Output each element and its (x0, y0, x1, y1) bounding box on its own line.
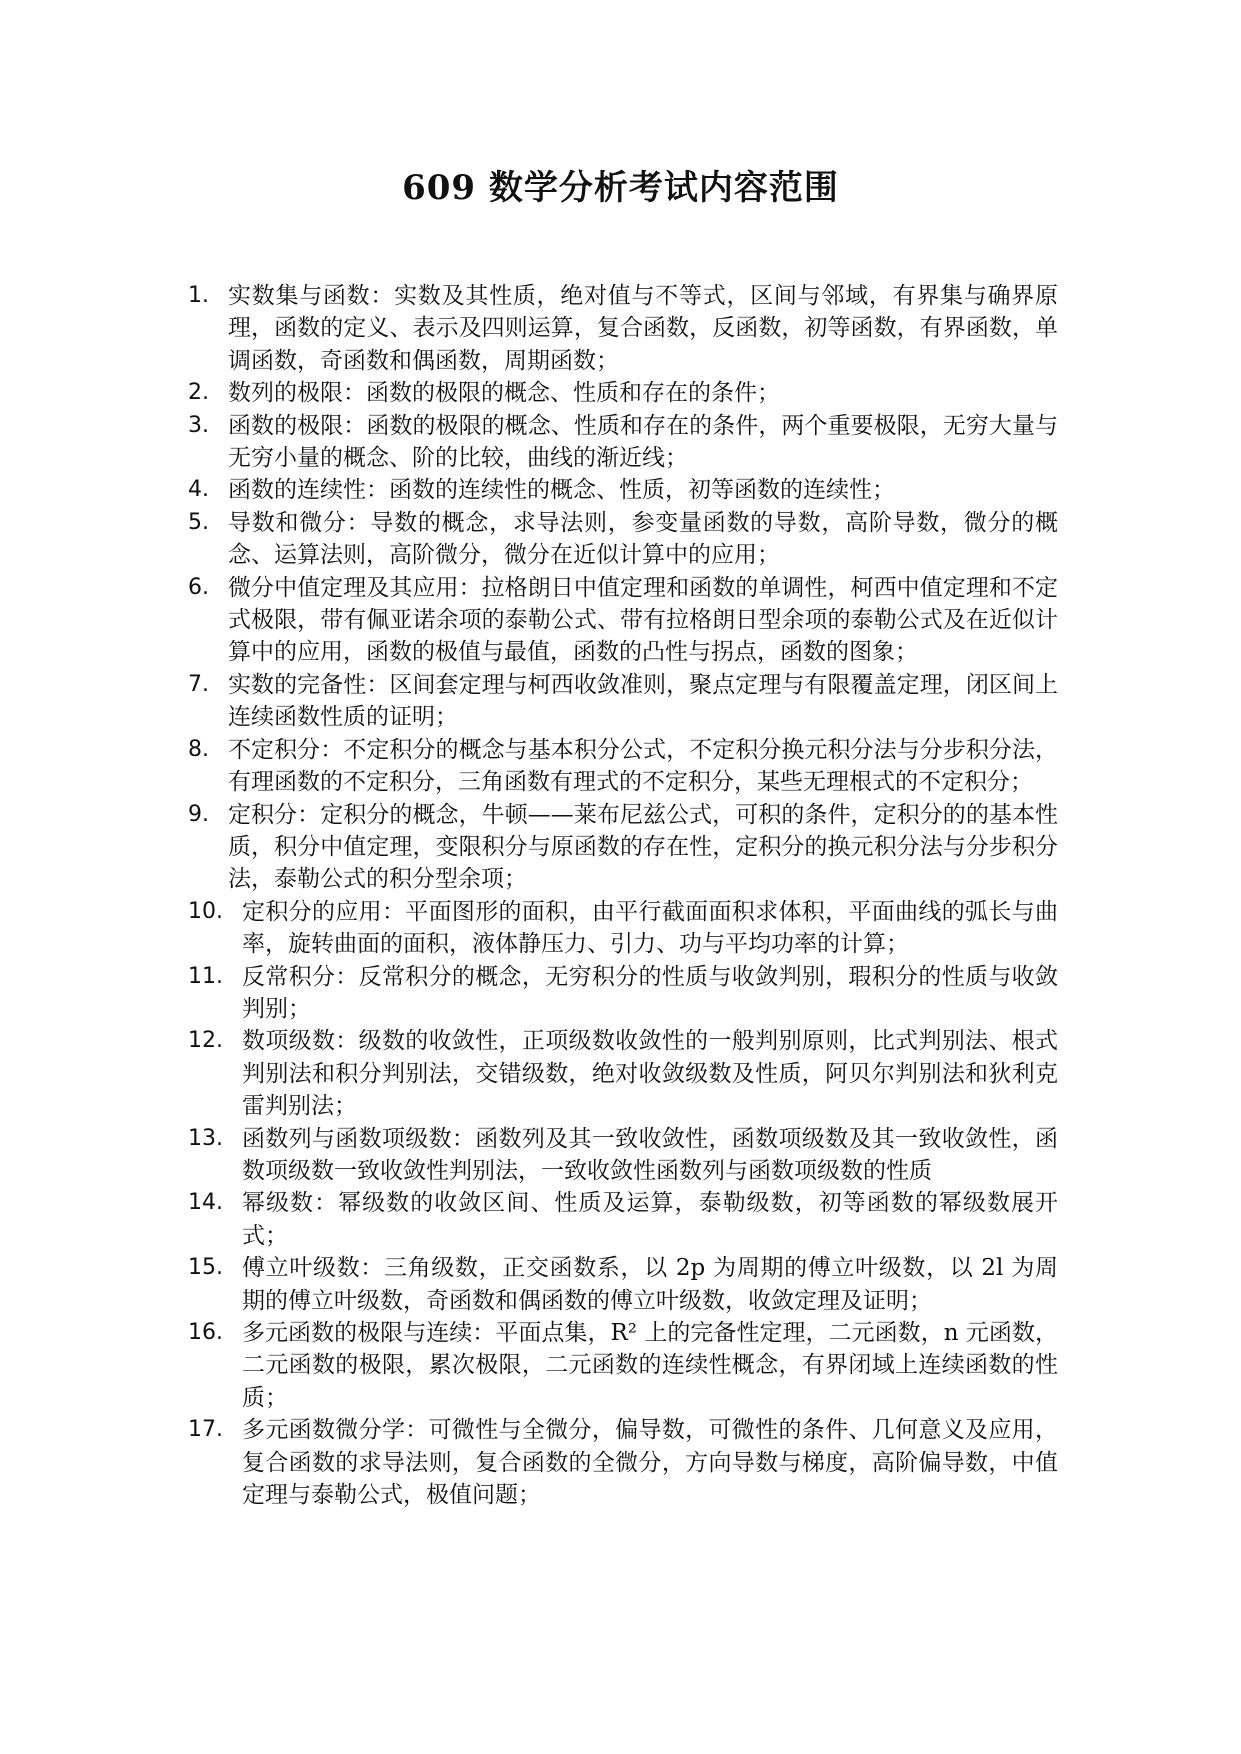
topic-list (188, 280, 1058, 1511)
page-title: 609 数学分析考试内容范围 (402, 168, 839, 208)
item-number: 16. (188, 1320, 223, 1345)
item-number: 5. (188, 509, 209, 535)
list-item (188, 1317, 1058, 1414)
item-text: 实数集与函数：实数及其性质，绝对值与不等式，区间与邻域，有界集与确界原理，函数的定义、表示及四则运算，复合函数，反函数，初等函数，有界函数，单调函数，奇函数和偶函数，周期函数； (228, 283, 1058, 374)
item-number: 15. (188, 1255, 223, 1281)
item-number: 17. (188, 1417, 223, 1443)
list-item (188, 474, 1058, 506)
item-text: 反常积分：反常积分的概念，无穷积分的性质与收敛判别，瑕积分的性质与收敛判别； (242, 963, 1058, 1022)
item-text: 微分中值定理及其应用：拉格朗日中值定理和函数的单调性，柯西中值定理和不定式极限，带有佩亚诺余项的泰勒公式、带有拉格朗日型余项的泰勒公式及在近似计算中的应用，函数的极值与最值，函数的凸性与拐点，函数的图象； (228, 574, 1058, 666)
list-item (188, 1187, 1058, 1252)
item-number: 11. (188, 963, 223, 989)
item-text: 定积分的应用：平面图形的面积，由平行截面面积求体积，平面曲线的弧长与曲率，旋转曲面的面积，液体静压力、引力、功与平均功率的计算； (242, 898, 1058, 958)
item-text: 实数的完备性：区间套定理与柯西收敛准则，聚点定理与有限覆盖定理，闭区间上连续函数性质的证明； (228, 671, 1058, 731)
list-item (188, 734, 1058, 799)
list-item (188, 896, 1058, 961)
item-number: 10. (188, 898, 223, 924)
list-item (188, 280, 1058, 377)
list-item (188, 961, 1058, 1026)
list-item (188, 799, 1058, 896)
list-item (188, 1414, 1058, 1511)
item-number: 6. (188, 574, 209, 600)
list-item (188, 507, 1058, 572)
list-item (188, 1025, 1058, 1122)
item-number: 9. (188, 801, 209, 827)
item-text: 幂级数：幂级数的收敛区间、性质及运算，泰勒级数，初等函数的幂级数展开式； (242, 1190, 1058, 1249)
item-text: 定积分：定积分的概念，牛顿——莱布尼兹公式，可积的条件，定积分的的基本性质，积分中值定理，变限积分与原函数的存在性，定积分的换元积分法与分步积分法，泰勒公式的积分型余项； (228, 801, 1058, 893)
item-number: 7. (188, 671, 209, 697)
item-number: 4. (188, 477, 209, 503)
item-number: 8. (188, 736, 209, 762)
item-text: 数项级数：级数的收敛性，正项级数收敛性的一般判别原则，比式判别法、根式判别法和积分判别法，交错级数，绝对收敛级数及性质，阿贝尔判别法和狄利克雷判别法； (242, 1028, 1058, 1120)
list-item (188, 669, 1058, 734)
item-number: 3. (188, 412, 209, 438)
item-number: 2. (188, 380, 209, 406)
item-text: 不定积分：不定积分的概念与基本积分公式，不定积分换元积分法与分步积分法，有理函数的不定积分，三角函数有理式的不定积分，某些无理根式的不定积分； (228, 736, 1058, 796)
list-item (188, 410, 1058, 475)
item-text: 导数和微分：导数的概念，求导法则，参变量函数的导数，高阶导数，微分的概念、运算法则，高阶微分，微分在近似计算中的应用； (228, 509, 1058, 569)
item-text: 多元函数微分学：可微性与全微分，偏导数，可微性的条件、几何意义及应用，复合函数的求导法则，复合函数的全微分，方向导数与梯度，高阶偏导数，中值定理与泰勒公式，极值问题； (242, 1417, 1058, 1509)
item-number: 14. (188, 1190, 223, 1216)
item-number: 12. (188, 1028, 223, 1054)
item-text: 多元函数的极限与连续：平面点集，R² 上的完备性定理，二元函数，n 元函数，二元函数的极限，累次极限，二元函数的连续性概念，有界闭域上连续函数的性质； (242, 1320, 1058, 1411)
item-text: 函数的连续性：函数的连续性的概念、性质，初等函数的连续性； (228, 477, 895, 504)
item-text: 数列的极限：函数的极限的概念、性质和存在的条件； (228, 380, 780, 407)
list-item (188, 1252, 1058, 1317)
item-text: 函数的极限：函数的极限的概念、性质和存在的条件，两个重要极限，无穷大量与无穷小量的概念、阶的比较，曲线的渐近线； (228, 412, 1058, 472)
item-text: 函数列与函数项级数：函数列及其一致收敛性，函数项级数及其一致收敛性，函数项级数一致收敛性判别法，一致收敛性函数列与函数项级数的性质 (242, 1125, 1058, 1184)
item-text: 傅立叶级数：三角级数，正交函数系，以 2p 为周期的傅立叶级数，以 2l 为周期的傅立叶级数，奇函数和偶函数的傅立叶级数，收敛定理及证明； (242, 1255, 1058, 1314)
item-number: 13. (188, 1125, 223, 1151)
list-item (188, 377, 1058, 409)
list-item (188, 572, 1058, 669)
list-item (188, 1123, 1058, 1188)
item-number: 1. (188, 283, 209, 308)
